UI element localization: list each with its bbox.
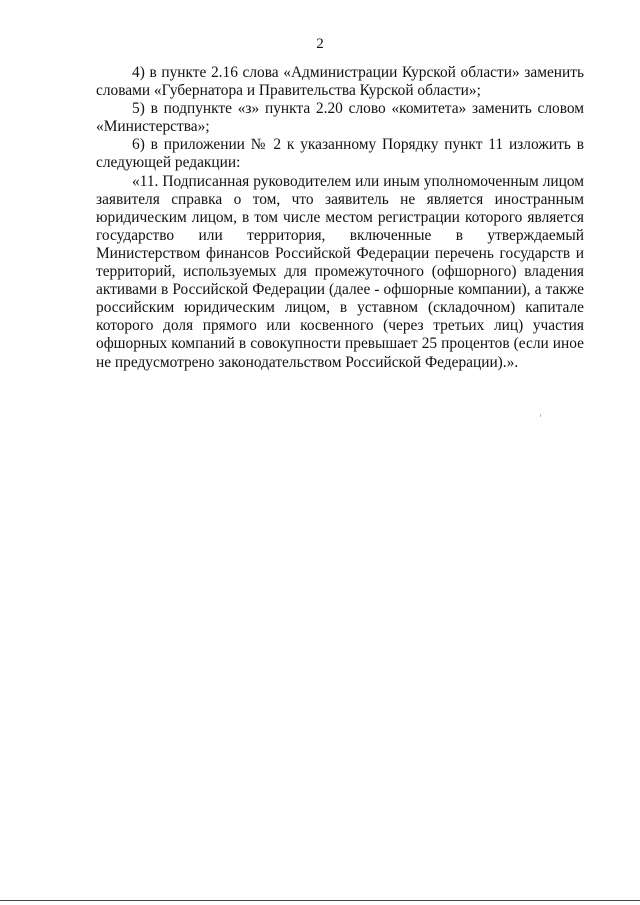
document-body: [96, 64, 584, 372]
paragraph-item-5: 5) в подпункте «з» пункта 2.20 слово «комитета» заменить словом «Министерства»;: [96, 100, 584, 136]
paragraph-clause-11: «11. Подписанная руководителем или иным уполномоченным лицом заявителя справка о том, что заявитель не является иностранным юридическим лицом, в том числе местом регистрации которого является государство или территория, включенные в утверждаемый Министерством финансов Российской Федерации перечень государств и территорий, используемых для промежуточного (офшорного) владения активами в Российской Федерации (далее - офшорные компании), а также российским юридическим лицом, в уставном (складочном) капитале которого доля прямого или косвенного (через третьих лиц) участия офшорных компаний в совокупности превышает 25 процентов (если иное не предусмотрено законодательством Российской Федерации).».: [96, 172, 584, 371]
paragraph-item-4: 4) в пункте 2.16 слова «Администрации Курской области» заменить словами «Губернатора и Правительства Курской области»;: [96, 64, 584, 100]
scan-speck: [540, 414, 541, 417]
page-number: 2: [316, 36, 324, 52]
paragraph-item-6: 6) в приложении № 2 к указанному Порядку пункт 11 изложить в следующей редакции:: [96, 136, 584, 172]
scan-bottom-edge: [0, 900, 640, 901]
